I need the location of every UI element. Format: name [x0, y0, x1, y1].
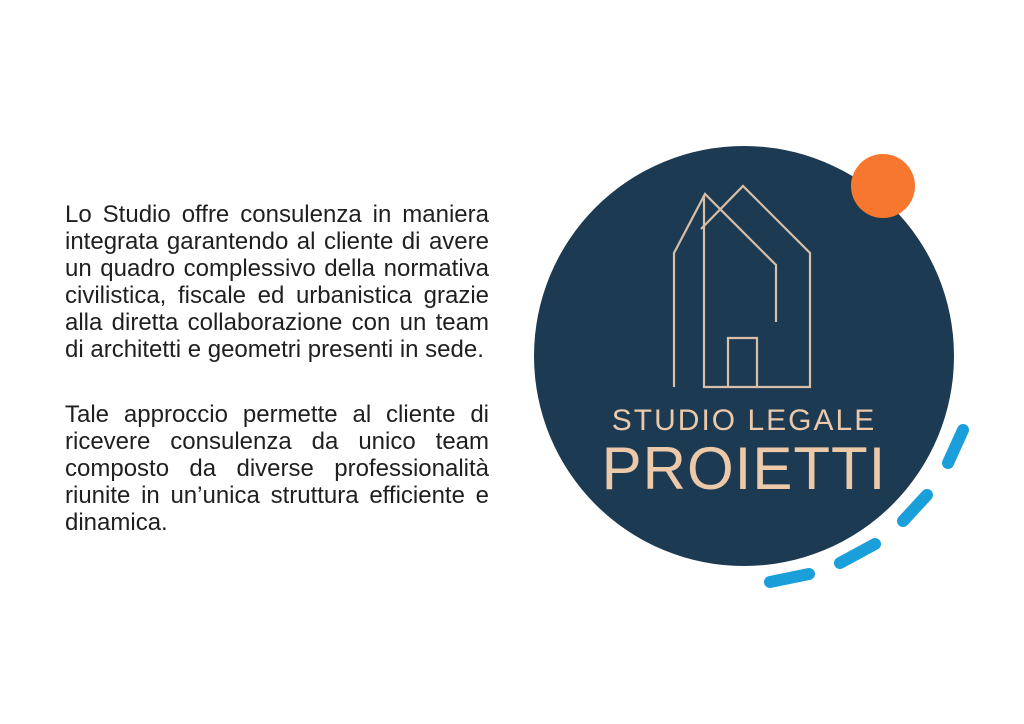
- text-line: civilistica, fiscale ed urbanistica grazie: [65, 282, 489, 309]
- text-line: ricevere consulenza da unico team: [65, 428, 489, 455]
- arc-dash: [840, 544, 875, 563]
- text-line: un quadro complessivo della normativa: [65, 255, 489, 282]
- text-line: alla diretta collaborazione con un team: [65, 309, 489, 336]
- text-line: riunite in un’unica struttura efficiente e: [65, 482, 489, 509]
- text-line: di architetti e geometri presenti in sede.: [65, 336, 484, 363]
- orange-dot-icon: [851, 154, 915, 218]
- text-line: composto da diverse professionalità: [65, 455, 489, 482]
- text-line: dinamica.: [65, 509, 168, 536]
- text-line: integrata garantendo al cliente di avere: [65, 228, 489, 255]
- text-line: Tale approccio permette al cliente di: [65, 401, 489, 428]
- text-line: Lo Studio offre consulenza in maniera: [65, 201, 489, 228]
- arc-dash: [770, 574, 809, 582]
- logo-studio-legale-label: STUDIO LEGALE: [611, 404, 877, 437]
- logo-proietti-label: PROIETTI: [601, 435, 887, 502]
